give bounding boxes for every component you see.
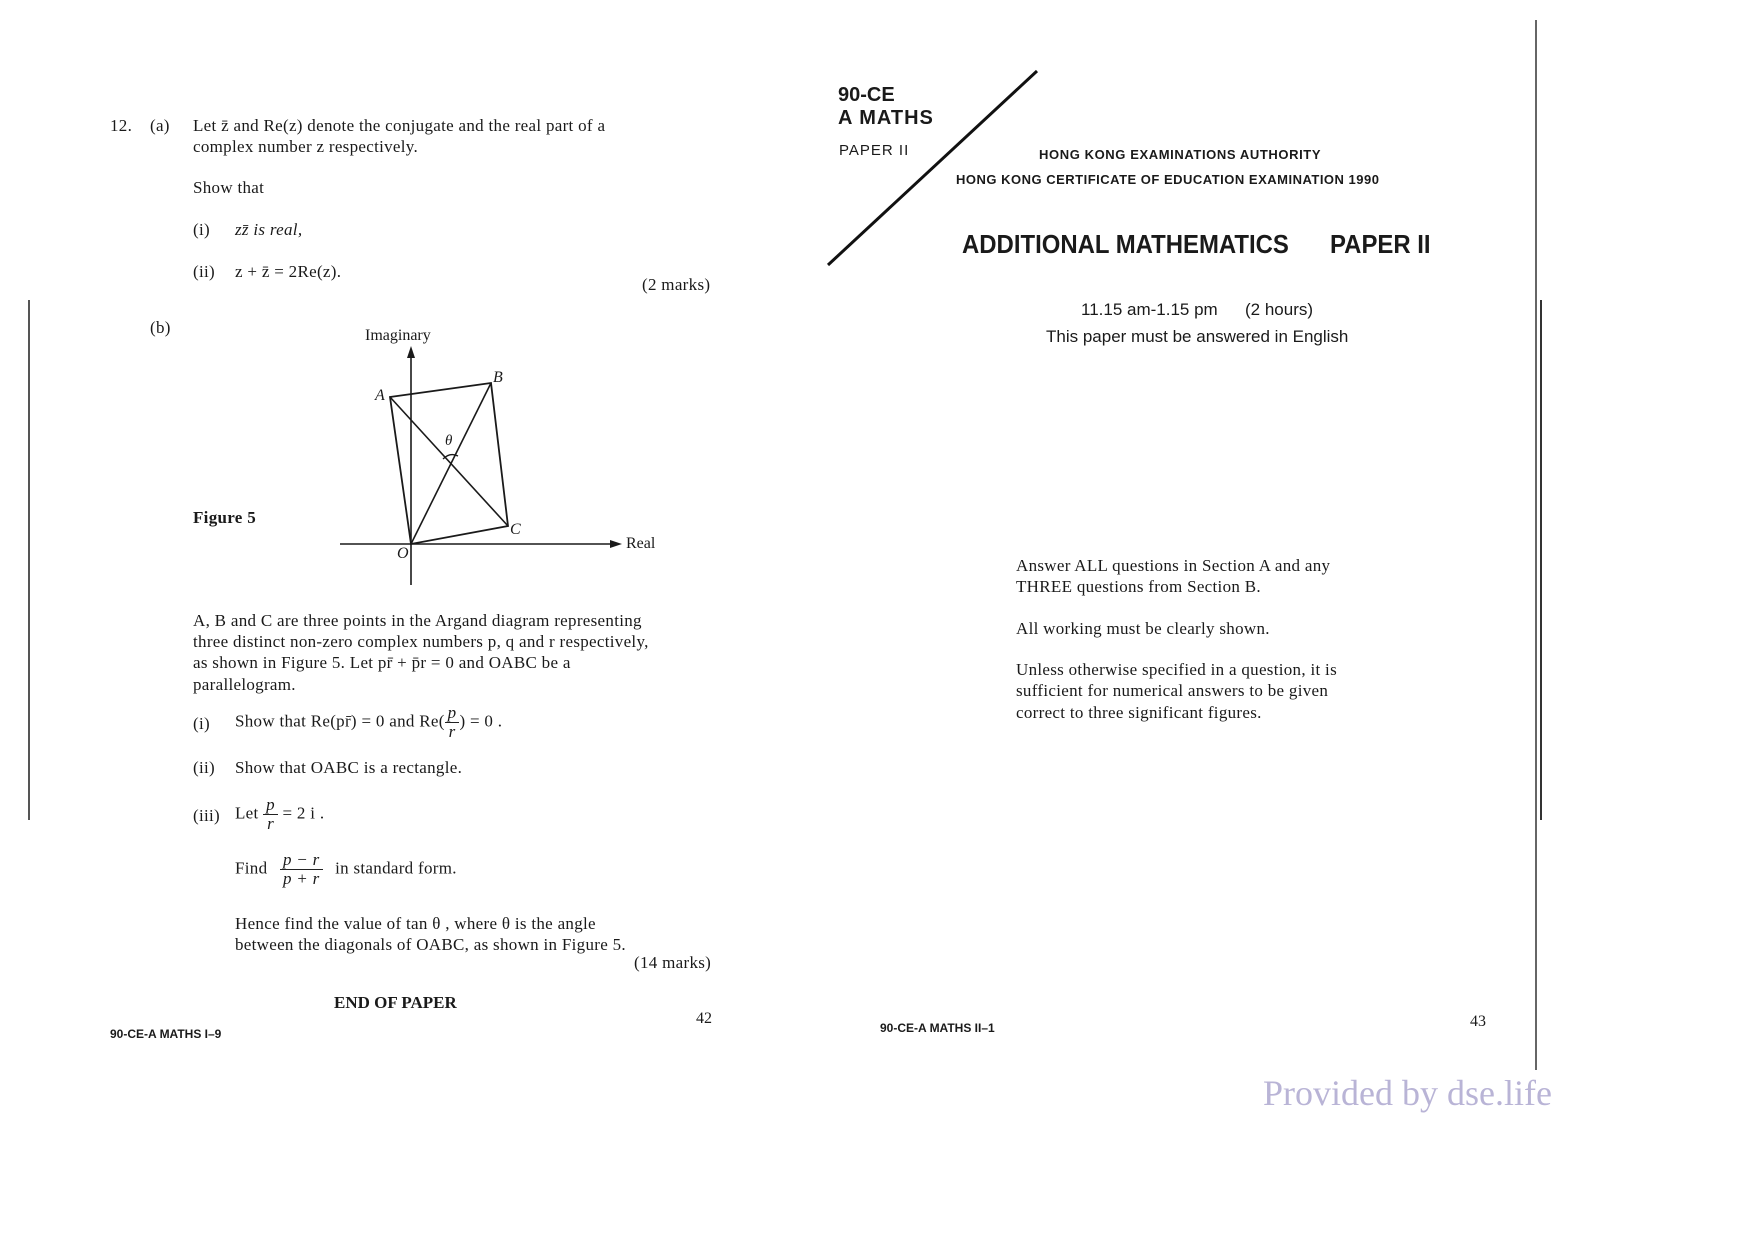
b-para-line-3: as shown in Figure 5. Let pr̄ + p̄r = 0 and OABC be a [193, 653, 571, 672]
point-b-label: B [493, 369, 503, 386]
a-ii-text: z + z̄ = 2Re(z). [235, 262, 342, 281]
parallelogram-oabc [390, 383, 508, 544]
real-axis-arrow [610, 540, 622, 548]
imaginary-axis-label: Imaginary [365, 327, 431, 344]
hence-line-1: Hence find the value of tan θ , where θ is the angle [235, 914, 596, 933]
instruction-2: All working must be clearly shown. [1016, 619, 1270, 638]
left-scan-edge [28, 300, 30, 820]
find-line [235, 851, 457, 888]
a-marks: (2 marks) [642, 275, 711, 294]
b-i-text-post: ) = 0 . [459, 711, 503, 731]
b-iii-frac-num: p [263, 796, 278, 815]
b-para-line-4: parallelogram. [193, 675, 296, 694]
exam-time: 11.15 am-1.15 pm [1081, 300, 1218, 319]
left-page-number: 42 [696, 1010, 712, 1027]
b-i-label: (i) [193, 714, 210, 733]
instruction-3-line-3: correct to three significant figures. [1016, 703, 1262, 722]
b-iii-label: (iii) [193, 806, 220, 825]
argand-diagram [330, 320, 670, 595]
figure-label: Figure 5 [193, 508, 256, 527]
exam-name: HONG KONG CERTIFICATE OF EDUCATION EXAMINATION 1990 [956, 172, 1380, 187]
find-pre: Find [235, 858, 268, 878]
b-iii-eq: = 2 i . [282, 803, 325, 823]
b-iii-frac-den: r [267, 813, 274, 833]
watermark: Provided by dse.life [1263, 1073, 1552, 1113]
b-i-text [235, 704, 502, 741]
a-ii-label: (ii) [193, 262, 215, 281]
point-o-label: O [397, 545, 409, 562]
right-footer-code: 90-CE-A MATHS II–1 [880, 1021, 995, 1035]
real-axis-label: Real [626, 535, 656, 552]
b-i-frac-num: p [445, 704, 460, 723]
b-para-line-1: A, B and C are three points in the Argand diagram representing [193, 611, 642, 630]
part-b-label: (b) [150, 318, 171, 337]
instruction-1-line-1: Answer ALL questions in Section A and any [1016, 556, 1331, 575]
paper-title: PAPER II [1330, 229, 1431, 259]
b-para-line-2: three distinct non-zero complex numbers p, q and r respectively, [193, 632, 649, 651]
b-ii-label: (ii) [193, 758, 215, 777]
imaginary-axis-arrow [407, 346, 415, 358]
b-i-fraction [445, 704, 460, 741]
instruction-3-line-2: sufficient for numerical answers to be given [1016, 681, 1329, 700]
right-scan-edge-2 [1540, 300, 1542, 820]
paper-code-line-3: PAPER II [839, 142, 910, 159]
find-fraction [280, 851, 323, 888]
b-iii-let: Let [235, 803, 259, 823]
end-of-paper: END OF PAPER [334, 993, 457, 1012]
b-i-text-pre: Show that Re(pr̄) = 0 and Re( [235, 711, 445, 731]
point-c-label: C [510, 521, 521, 538]
point-a-label: A [375, 387, 385, 404]
part-a-label: (a) [150, 116, 170, 135]
find-frac-den: p + r [282, 868, 320, 888]
find-frac-num: p − r [280, 851, 323, 870]
part-a-line-1: Let z̄ and Re(z) denote the conjugate and the real part of a [193, 116, 606, 135]
diagonal-ac [390, 397, 508, 526]
b-iii-fraction [263, 796, 278, 833]
a-i-text: zz̄ is real, [235, 220, 303, 239]
paper-code-line-2: A MATHS [838, 107, 934, 129]
right-scan-edge [1535, 20, 1537, 1070]
instruction-1-line-2: THREE questions from Section B. [1016, 577, 1261, 596]
hence-line-2: between the diagonals of OABC, as shown in Figure 5. [235, 935, 626, 954]
part-a-line-2: complex number z respectively. [193, 137, 419, 156]
language-note: This paper must be answered in English [1046, 327, 1349, 346]
left-footer-code: 90-CE-A MATHS I–9 [110, 1027, 222, 1041]
subject-title: ADDITIONAL MATHEMATICS [962, 229, 1289, 259]
b-marks: (14 marks) [634, 953, 712, 972]
a-i-label: (i) [193, 220, 210, 239]
b-ii-text: Show that OABC is a rectangle. [235, 758, 463, 777]
authority-name: HONG KONG EXAMINATIONS AUTHORITY [1039, 147, 1322, 162]
b-iii-text [235, 796, 324, 833]
instruction-3-line-1: Unless otherwise specified in a question, it is [1016, 660, 1337, 679]
theta-label: θ [445, 433, 453, 449]
paper-code-line-1: 90-CE [838, 84, 895, 106]
question-number: 12. [110, 116, 133, 135]
find-post: in standard form. [335, 858, 457, 878]
show-that: Show that [193, 178, 265, 197]
exam-duration: (2 hours) [1245, 300, 1314, 319]
b-i-frac-den: r [448, 721, 456, 741]
right-page-number: 43 [1470, 1013, 1486, 1030]
